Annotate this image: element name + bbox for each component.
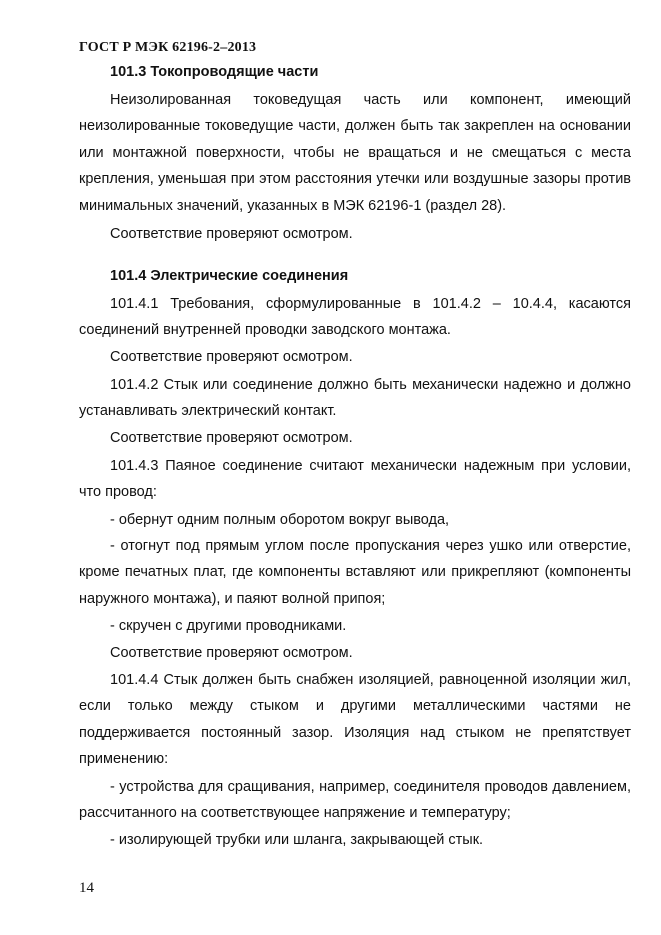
list-item: - скручен с другими проводниками. — [110, 618, 347, 634]
paragraph: Соответствие проверяют осмотром. — [110, 430, 353, 446]
section-heading: 101.3 Токопроводящие части — [110, 64, 319, 80]
paragraph: 101.4.3 Паяное соединение считают механически надежным при условии, что провод: — [79, 458, 631, 501]
document-header: ГОСТ Р МЭК 62196-2–2013 — [79, 40, 257, 55]
list-item: - отогнут под прямым углом после пропускания через ушко или отверстие, кроме печатных плат, где компоненты вставляют или прикрепляют (компоненты наружного монтажа), и паяют волной припоя; — [79, 538, 631, 607]
paragraph: Неизолированная токоведущая часть или компонент, имеющий неизолированные токоведущие части, должен быть так закреплен на основании или монтажной поверхности, чтобы не вращаться и не смещаться с места крепления, уменьшая при этом расстояния утечки или воздушные зазоры против минимальных значений, указанных в МЭК 62196-1 (раздел 28). — [79, 92, 631, 214]
list-item: - изолирующей трубки или шланга, закрывающей стык. — [110, 832, 484, 848]
paragraph: 101.4.2 Стык или соединение должно быть механически надежно и должно устанавливать электрический контакт. — [79, 377, 631, 420]
list-item: - устройства для сращивания, например, соединителя проводов давлением, рассчитанного на соответствующее напряжение и температуру; — [79, 779, 631, 822]
list-item: - обернут одним полным оборотом вокруг вывода, — [110, 512, 450, 528]
paragraph: 101.4.1 Требования, сформулированные в 101.4.2 – 10.4.4, касаются соединений внутренней проводки заводского монтажа. — [79, 296, 631, 339]
paragraph: Соответствие проверяют осмотром. — [110, 349, 353, 365]
paragraph: 101.4.4 Стык должен быть снабжен изоляцией, равноценной изоляции жил, если только между стыком и другими металлическими частями не поддерживается постоянный зазор. Изоляция над стыком не препятствует применению: — [79, 672, 631, 768]
page-number: 14 — [79, 880, 94, 896]
section-heading: 101.4 Электрические соединения — [110, 268, 349, 284]
paragraph: Соответствие проверяют осмотром. — [110, 226, 353, 242]
paragraph: Соответствие проверяют осмотром. — [110, 645, 353, 661]
